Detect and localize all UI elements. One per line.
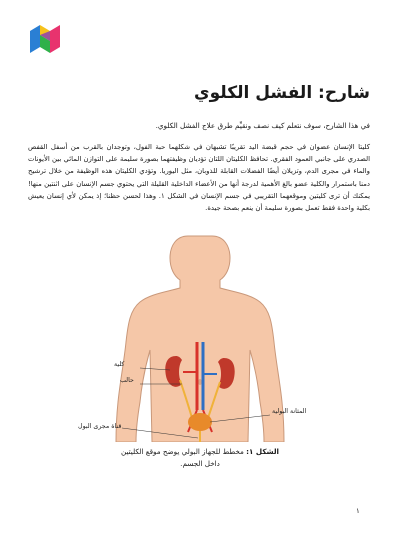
bladder-label: المثانة البولية <box>272 408 307 415</box>
nagwa-logo <box>30 25 60 53</box>
bladder <box>188 413 212 431</box>
figure-caption <box>120 446 280 470</box>
caption-text: مخطط للجهاز البولي يوضح موقع الكليتين داخل الجسم. <box>121 447 244 468</box>
urinary-system-figure <box>80 232 320 442</box>
navel <box>198 379 202 385</box>
intro-text: في هذا الشارح، سوف نتعلم كيف نصف ونقيِّم طرق علاج الفشل الكلوي. <box>155 121 370 130</box>
torso-silhouette <box>116 236 284 442</box>
page-number: ١ <box>356 507 360 515</box>
urethra-label: قناة مجرى البول <box>78 423 122 430</box>
body-paragraph: كليتا الإنسان عضوان في حجم قبضة اليد تقريبًا تشبهان في شكلهما حبة الفول، وتوجدان بالقرب من أسفل القفص الصدري على جانبي العمود الفقري. تحافظ الكليتان اللتان تؤديان وظيفتهما بصورة سليمة على التوازن المائي بين الأيونات والماء في مجرى الدم، وتزيلان أيضًا الفضلات القابلة للذوبان، مثل اليوريا. وتؤدي الكليتان هذه الوظيفة من خلال ترشيح دمنا باستمرار والكلية عضو بالغ الأهمية لدرجة أنها من الأعضاء الداخلية القليلة التي يحتوي جسم الإنسان على اثنتين منها! يمكنك أن ترى كليتين وموقعهما التقريبي في جسم الإنسان في الشكل ١. وهذا لحسن حظنا؛ إذ يمكن لأي إنسان يعيش بكلية واحدة فقط تعمل بصورة سليمة أن ينعم بصحة جيدة. <box>28 143 371 213</box>
caption-label: الشكل ١: <box>246 447 279 456</box>
page-title: شارح: الفشل الكلوي <box>194 83 370 103</box>
kidney-label: كلية <box>114 361 125 368</box>
ureter-label: حالب <box>120 377 134 384</box>
